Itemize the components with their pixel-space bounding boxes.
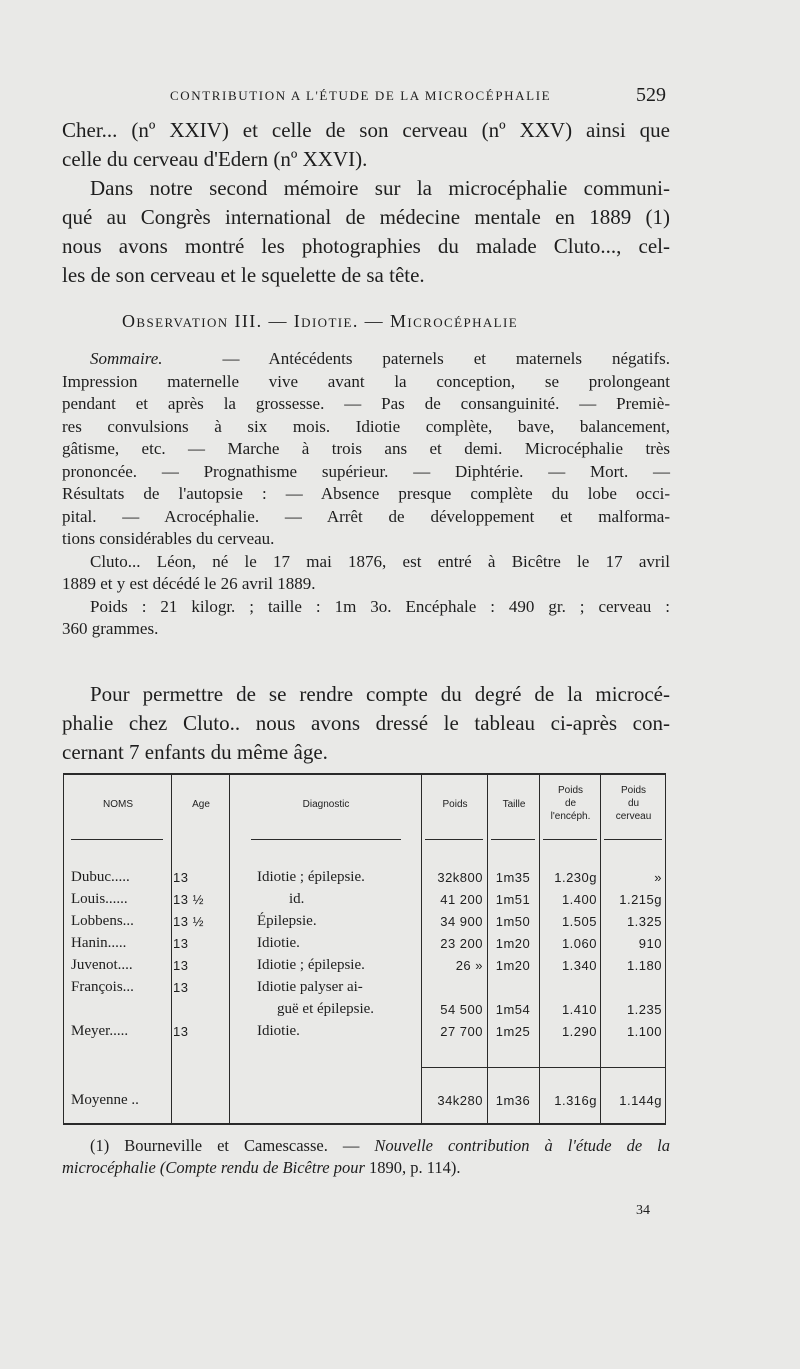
cell-taille: 1m20	[495, 936, 531, 951]
cell-poids: 34 900	[440, 914, 483, 929]
table-left-rule	[63, 773, 64, 1125]
cell-nom: Juvenot....	[71, 957, 133, 973]
footnote-title: Nouvelle contribution à l'étude de la	[374, 1136, 671, 1155]
col-rule	[229, 773, 230, 1125]
cell-diagnostic: Idiotie palyser ai-	[257, 979, 363, 995]
cell-cerveau: 1.325	[626, 914, 662, 929]
intro-line: Cher... (nº XXIV) et celle de son cerveau (nº XXV) ainsi que	[62, 118, 670, 142]
table-bottom-rule	[63, 1123, 666, 1125]
page-number: 529	[636, 84, 666, 106]
footnote-title-cont: microcéphalie	[62, 1158, 156, 1177]
footnote-line	[62, 1157, 670, 1179]
header-taille: Taille	[502, 799, 526, 810]
summary-first-rest: — Antécédents paternels et maternels négatifs.	[222, 349, 671, 368]
intro-line: qué au Congrès international de médecine mentale en 1889 (1)	[62, 205, 670, 229]
table-top-rule	[63, 773, 666, 775]
cell-nom: Meyer.....	[71, 1023, 129, 1039]
summary-label: Sommaire.	[90, 349, 163, 368]
cell-encephale: 1.060	[561, 936, 597, 951]
header-noms: NOMS	[103, 799, 133, 810]
header-poids: Poids	[442, 799, 468, 810]
cell-nom: Hanin.....	[71, 935, 127, 951]
table-right-rule	[665, 773, 666, 1125]
cell-poids: 26 »	[455, 958, 483, 973]
comparison-line: phalie chez Cluto.. nous avons dressé le tableau ci-après con-	[62, 711, 670, 735]
summary-first-line	[62, 348, 670, 371]
cell-age: 13 ½	[173, 914, 204, 929]
cell-taille: 1m50	[495, 914, 531, 929]
summary-line: pendant et après la grossesse. — Pas de consanguinité. — Premiè-	[62, 394, 670, 413]
summary-line: res convulsions à six mois. Idiotie complète, bave, balancement,	[62, 416, 670, 436]
cell-diagnostic: Épilepsie.	[257, 913, 317, 929]
header-underline	[491, 839, 535, 840]
cell-cerveau: 910	[638, 936, 662, 951]
footnote-source: (Compte rendu de Bicêtre pour	[159, 1158, 365, 1177]
cell-diagnostic: Idiotie.	[257, 935, 300, 951]
cell-age: 13	[173, 1024, 189, 1039]
cell-encephale: 1.400	[561, 892, 597, 907]
average-poids: 34k280	[437, 1093, 483, 1108]
col-rule	[171, 773, 172, 1125]
case-line: 1889 et y est décédé le 26 avril 1889.	[62, 574, 316, 593]
cell-encephale: 1.290	[561, 1024, 597, 1039]
header-underline	[425, 839, 483, 840]
col-rule	[600, 773, 601, 1125]
header-underline	[251, 839, 401, 840]
col-rule	[487, 773, 488, 1125]
header-underline	[71, 839, 163, 840]
running-head: CONTRIBUTION A L'ÉTUDE DE LA MICROCÉPHALIE	[170, 88, 552, 103]
cell-age: 13	[173, 958, 189, 973]
header-underline	[543, 839, 597, 840]
comparison-line: cernant 7 enfants du même âge.	[62, 740, 328, 764]
cell-taille: 1m25	[495, 1024, 531, 1039]
summary-paragraph	[62, 348, 670, 641]
intro-paragraph	[62, 116, 670, 290]
cell-diagnostic: Idiotie ; épilepsie.	[257, 957, 365, 973]
cell-diagnostic: guë et épilepsie.	[277, 1001, 375, 1017]
cell-taille: 1m35	[495, 870, 531, 885]
header-diagnostic: Diagnostic	[302, 799, 350, 810]
summary-line: Impression maternelle vive avant la conception, se prolongeant	[62, 371, 670, 391]
summary-line: tions considérables du cerveau.	[62, 529, 275, 548]
cell-cerveau: »	[654, 870, 662, 885]
cell-encephale: 1.230g	[554, 870, 597, 885]
cell-encephale: 1.410	[561, 1002, 597, 1017]
col-rule	[539, 773, 540, 1125]
summary-line: pital. — Acrocéphalie. — Arrêt de développement et malforma-	[62, 506, 670, 526]
header-text: Poids	[557, 785, 583, 796]
header-text: de	[564, 798, 577, 809]
cell-cerveau: 1.180	[626, 958, 662, 973]
cell-age: 13	[173, 936, 189, 951]
cell-diagnostic: Idiotie.	[257, 1023, 300, 1039]
intro-line: nous avons montré les photographies du malade Cluto..., cel-	[62, 234, 670, 258]
header-text: cerveau	[615, 811, 652, 822]
cell-poids: 32k800	[437, 870, 483, 885]
cell-encephale: 1.340	[561, 958, 597, 973]
cell-nom: Lobbens...	[71, 913, 134, 929]
comparison-table	[63, 773, 666, 1125]
average-label: Moyenne ..	[71, 1092, 139, 1108]
cell-nom: François...	[71, 979, 134, 995]
footnote-lead: (1) Bourneville et Camescasse. —	[90, 1136, 360, 1155]
header-text: Poids	[620, 785, 646, 796]
cell-poids: 54 500	[440, 1002, 483, 1017]
cell-taille: 1m54	[495, 1002, 531, 1017]
cell-encephale: 1.505	[561, 914, 597, 929]
cell-age: 13 ½	[173, 892, 204, 907]
intro-line: les de son cerveau et le squelette de sa tête.	[62, 263, 425, 287]
header-poids-encephale	[541, 784, 600, 823]
footnote-line	[62, 1135, 670, 1157]
cell-poids: 27 700	[440, 1024, 483, 1039]
cell-diagnostic: id.	[289, 891, 305, 907]
header-text: l'encéph.	[550, 811, 591, 822]
cell-poids: 23 200	[440, 936, 483, 951]
cell-cerveau: 1.100	[626, 1024, 662, 1039]
footnote-ref: 1890, p. 114).	[369, 1158, 461, 1177]
intro-line: Dans notre second mémoire sur la microcéphalie communi-	[90, 176, 670, 200]
average-taille: 1m36	[495, 1093, 531, 1108]
header-age: Age	[192, 799, 210, 810]
comparison-line: Pour permettre de se rendre compte du degré de la microcé-	[90, 682, 670, 706]
summary-line: prononcée. — Prognathisme supérieur. — Diphtérie. — Mort. —	[62, 461, 670, 481]
cell-age: 13	[173, 870, 189, 885]
cell-diagnostic: Idiotie ; épilepsie.	[257, 869, 365, 885]
summary-line: gâtisme, etc. — Marche à trois ans et demi. Microcéphalie très	[62, 439, 670, 458]
cell-cerveau: 1.215g	[619, 892, 662, 907]
intro-line: celle du cerveau d'Edern (nº XXVI).	[62, 147, 368, 171]
cell-poids: 41 200	[440, 892, 483, 907]
col-rule	[421, 773, 422, 1125]
case-line: 360 grammes.	[62, 619, 159, 638]
average-cerveau: 1.144g	[619, 1093, 662, 1108]
signature-mark: 34	[636, 1203, 650, 1218]
cell-taille: 1m51	[495, 892, 531, 907]
average-rule	[422, 1067, 665, 1068]
case-line: Cluto... Léon, né le 17 mai 1876, est entré à Bicêtre le 17 avril	[90, 551, 670, 571]
case-line: Poids : 21 kilogr. ; taille : 1m 3o. Encéphale : 490 gr. ; cerveau :	[90, 596, 670, 616]
cell-nom: Louis......	[71, 891, 128, 907]
cell-nom: Dubuc.....	[71, 869, 130, 885]
header-poids-cerveau	[602, 784, 665, 823]
cell-age: 13	[173, 980, 189, 995]
footnote	[62, 1135, 670, 1179]
observation-title: Observation III. — Idiotie. — Microcéphalie	[122, 311, 519, 331]
summary-line: Résultats de l'autopsie : — Absence presque complète du lobe occi-	[62, 484, 670, 503]
header-text: du	[627, 798, 640, 809]
header-underline	[604, 839, 662, 840]
average-encephale: 1.316g	[554, 1093, 597, 1108]
comparison-paragraph	[62, 680, 670, 767]
cell-cerveau: 1.235	[626, 1002, 662, 1017]
cell-taille: 1m20	[495, 958, 531, 973]
